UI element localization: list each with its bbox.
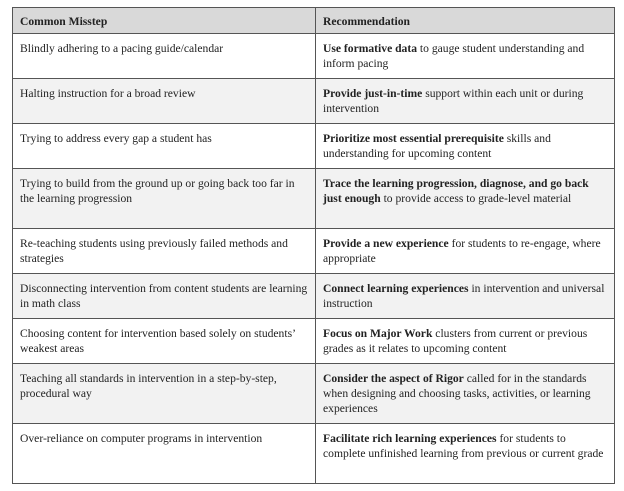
misstep-cell: Trying to address every gap a student has xyxy=(13,124,316,169)
recommendation-text: for students to re-engage, where appropriate xyxy=(323,237,601,265)
recommendation-cell xyxy=(316,424,615,484)
recommendation-cell xyxy=(316,169,615,229)
recommendation-text: to gauge student understanding and inform pacing xyxy=(323,42,585,70)
table-row xyxy=(13,124,615,169)
misstep-cell: Halting instruction for a broad review xyxy=(13,79,316,124)
recommendation-cell xyxy=(316,79,615,124)
misstep-cell: Teaching all standards in intervention in a step-by-step, procedural way xyxy=(13,364,316,424)
recommendation-cell xyxy=(316,229,615,274)
misstep-cell: Blindly adhering to a pacing guide/calendar xyxy=(13,34,316,79)
table-row xyxy=(13,79,615,124)
recommendation-text: called for in the standards when designing and choosing tasks, activities, or learning experiences xyxy=(323,372,591,415)
header-common-misstep: Common Misstep xyxy=(13,8,316,34)
recommendation-emphasis: Focus on Major Work xyxy=(323,327,433,340)
recommendation-emphasis: Consider the aspect of Rigor xyxy=(323,372,464,385)
recommendation-emphasis: Use formative data xyxy=(323,42,418,55)
recommendation-emphasis: Provide just-in-time xyxy=(323,87,423,100)
recommendation-text: for students to complete unfinished learning from previous or current grade xyxy=(323,432,604,460)
recommendation-cell xyxy=(316,34,615,79)
header-row xyxy=(13,8,615,34)
recommendation-emphasis: Provide a new experience xyxy=(323,237,449,250)
recommendation-text: support within each unit or during intervention xyxy=(323,87,584,115)
recommendation-text: clusters from current or previous grades as it relates to upcoming content xyxy=(323,327,588,355)
recommendation-cell xyxy=(316,364,615,424)
table-row xyxy=(13,274,615,319)
recommendation-emphasis: Connect learning experiences xyxy=(323,282,469,295)
recommendation-text: in intervention and universal instruction xyxy=(323,282,605,310)
header-recommendation: Recommendation xyxy=(316,8,615,34)
missteps-table xyxy=(12,7,615,484)
recommendation-emphasis: Trace the learning progression, diagnose, and go back just enough xyxy=(323,177,589,205)
recommendation-text: to provide access to grade-level material xyxy=(380,192,572,205)
table-row xyxy=(13,319,615,364)
table-row xyxy=(13,364,615,424)
recommendation-cell xyxy=(316,124,615,169)
recommendation-cell xyxy=(316,274,615,319)
misstep-cell: Choosing content for intervention based solely on students’ weakest areas xyxy=(13,319,316,364)
misstep-cell: Re-teaching students using previously failed methods and strategies xyxy=(13,229,316,274)
table-row xyxy=(13,34,615,79)
table-row xyxy=(13,169,615,229)
table-row xyxy=(13,229,615,274)
recommendation-emphasis: Prioritize most essential prerequisite xyxy=(323,132,504,145)
table-row xyxy=(13,424,615,484)
misstep-cell: Over-reliance on computer programs in intervention xyxy=(13,424,316,484)
misstep-cell: Trying to build from the ground up or going back too far in the learning progression xyxy=(13,169,316,229)
recommendation-emphasis: Facilitate rich learning experiences xyxy=(323,432,497,445)
recommendation-text: skills and understanding for upcoming content xyxy=(323,132,551,160)
misstep-cell: Disconnecting intervention from content students are learning in math class xyxy=(13,274,316,319)
recommendation-cell xyxy=(316,319,615,364)
